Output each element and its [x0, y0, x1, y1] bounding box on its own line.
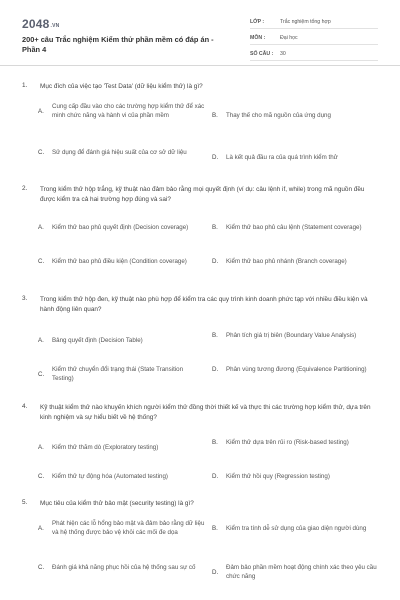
option-text: Kiểm thử bao phủ điều kiện (Condition coverage)	[52, 258, 187, 265]
option-letter: D.	[212, 568, 219, 576]
question-text: Trong kiểm thử hộp trắng, kỹ thuật nào đảm bảo rằng mọi quyết định (ví dụ: câu lệnh if, while) trong mã nguồn đều được kiểm tra cả hai trường hợp đúng và sai?	[40, 186, 365, 203]
option-letter: B.	[212, 332, 218, 339]
option-a[interactable]	[38, 223, 206, 232]
meta-value: Trắc nghiệm tổng hợp	[280, 19, 331, 25]
meta-row-count	[250, 48, 378, 61]
option-letter: C.	[38, 370, 45, 378]
option-b[interactable]	[212, 223, 384, 232]
option-b[interactable]	[212, 524, 384, 533]
option-b[interactable]	[212, 111, 384, 120]
question-number: 3.	[22, 295, 28, 302]
site-logo[interactable]	[22, 17, 59, 31]
meta-label: MÔN :	[250, 35, 266, 41]
option-text: Kiểm thử dựa trên rủi ro (Risk-based testing)	[226, 439, 349, 446]
option-text: Thay thế cho mã nguồn của ứng dụng	[226, 112, 331, 119]
meta-label: LỚP :	[250, 19, 265, 25]
option-letter: A.	[38, 337, 44, 344]
option-a[interactable]	[38, 336, 206, 345]
option-text: Kiểm thử thăm dò (Exploratory testing)	[52, 444, 159, 451]
option-text: Đánh giá khả năng phục hồi của hệ thống sau sự cố	[52, 564, 196, 571]
meta-row-class	[250, 16, 378, 29]
option-text: Kiểm thử tự động hóa (Automated testing)	[52, 473, 168, 480]
option-a[interactable]	[38, 443, 206, 452]
option-letter: B.	[212, 224, 218, 231]
meta-value: 30	[280, 51, 286, 57]
option-letter: C.	[38, 149, 45, 156]
option-letter: D.	[212, 366, 219, 373]
option-d[interactable]	[212, 257, 384, 266]
logo-suffix: .VN	[50, 23, 60, 29]
option-c[interactable]	[38, 472, 206, 481]
option-b[interactable]	[212, 438, 384, 447]
option-text: Kiểm tra tính dễ sử dụng của giao diện người dùng	[226, 525, 367, 532]
logo-main: 2048	[22, 17, 50, 31]
option-d[interactable]	[212, 365, 384, 374]
option-text: Sử dụng để đánh giá hiệu suất của cơ sở dữ liệu	[52, 149, 187, 156]
question-text: Kỹ thuật kiểm thử nào khuyến khích người kiểm thử đồng thời thiết kế và thực thi các trường hợp kiểm thử, dựa trên kinh nghiệm và sự hiểu biết về hệ thống?	[40, 404, 371, 421]
option-a[interactable]	[38, 102, 206, 120]
option-letter: A.	[38, 107, 44, 115]
option-text: Kiểm thử hồi quy (Regression testing)	[226, 473, 330, 480]
question-text: Mục tiêu của kiểm thử bảo mật (security testing) là gì?	[40, 500, 194, 507]
option-text: Cung cấp đầu vào cho các trường hợp kiểm thử để xác minh chức năng và hành vi của phần mềm	[52, 103, 205, 119]
option-letter: C.	[38, 564, 45, 571]
option-d[interactable]	[212, 472, 384, 481]
option-letter: A.	[38, 444, 44, 451]
meta-label: SỐ CÂU :	[250, 51, 274, 57]
option-c[interactable]	[38, 257, 206, 266]
question-number: 1.	[22, 82, 28, 89]
option-text: Bảng quyết định (Decision Table)	[52, 337, 143, 344]
option-text: Phân tích giá trị biên (Boundary Value Analysis)	[226, 332, 357, 339]
option-a[interactable]	[38, 519, 206, 537]
option-letter: D.	[212, 258, 219, 265]
option-text: Kiểm thử chuyển đổi trạng thái (State Transition Testing)	[52, 366, 184, 382]
question-number: 4.	[22, 403, 28, 410]
option-text: Phát hiện các lỗ hổng bảo mật và đảm bảo rằng dữ liệu và hệ thống được bảo vệ khỏi các mối đe dọa	[52, 520, 205, 536]
option-d[interactable]	[212, 563, 384, 581]
option-letter: B.	[212, 112, 218, 119]
question-text: Mục đích của việc tạo 'Test Data' (dữ liệu kiểm thử) là gì?	[40, 83, 203, 90]
option-text: Kiểm thử bao phủ quyết định (Decision coverage)	[52, 224, 189, 231]
option-letter: C.	[38, 473, 45, 480]
option-text: Kiểm thử bao phủ nhánh (Branch coverage)	[226, 258, 347, 265]
meta-info	[250, 16, 378, 64]
option-c[interactable]	[38, 365, 206, 383]
meta-value: Đại học	[280, 35, 298, 41]
option-text: Kiểm thử bao phủ câu lệnh (Statement coverage)	[226, 224, 362, 231]
option-letter: D.	[212, 473, 219, 480]
option-d[interactable]	[212, 153, 384, 162]
option-c[interactable]	[38, 148, 206, 157]
question-text: Trong kiểm thử hộp đen, kỹ thuật nào phù hợp để kiểm tra các quy trình kinh doanh phức tạp với nhiều điều kiện và hành động liên quan?	[40, 296, 368, 313]
question-number: 2.	[22, 185, 28, 192]
option-text: Là kết quả đầu ra của quá trình kiểm thử	[226, 154, 338, 161]
option-letter: A.	[38, 224, 44, 231]
meta-row-subject	[250, 32, 378, 45]
option-letter: D.	[212, 154, 219, 161]
question-number: 5.	[22, 499, 28, 506]
option-b[interactable]	[212, 331, 384, 340]
page-title: 200+ câu Trắc nghiệm Kiểm thử phần mềm có đáp án - Phần 4	[22, 35, 214, 54]
option-text: Đảm bảo phần mềm hoạt động chính xác theo yêu cầu chức năng	[226, 564, 377, 580]
page-header	[0, 0, 400, 66]
option-text: Phân vùng tương đương (Equivalence Partitioning)	[226, 366, 367, 373]
option-letter: B.	[212, 525, 218, 532]
option-letter: C.	[38, 258, 45, 265]
option-letter: A.	[38, 524, 44, 532]
option-letter: B.	[212, 439, 218, 446]
option-c[interactable]	[38, 563, 206, 572]
